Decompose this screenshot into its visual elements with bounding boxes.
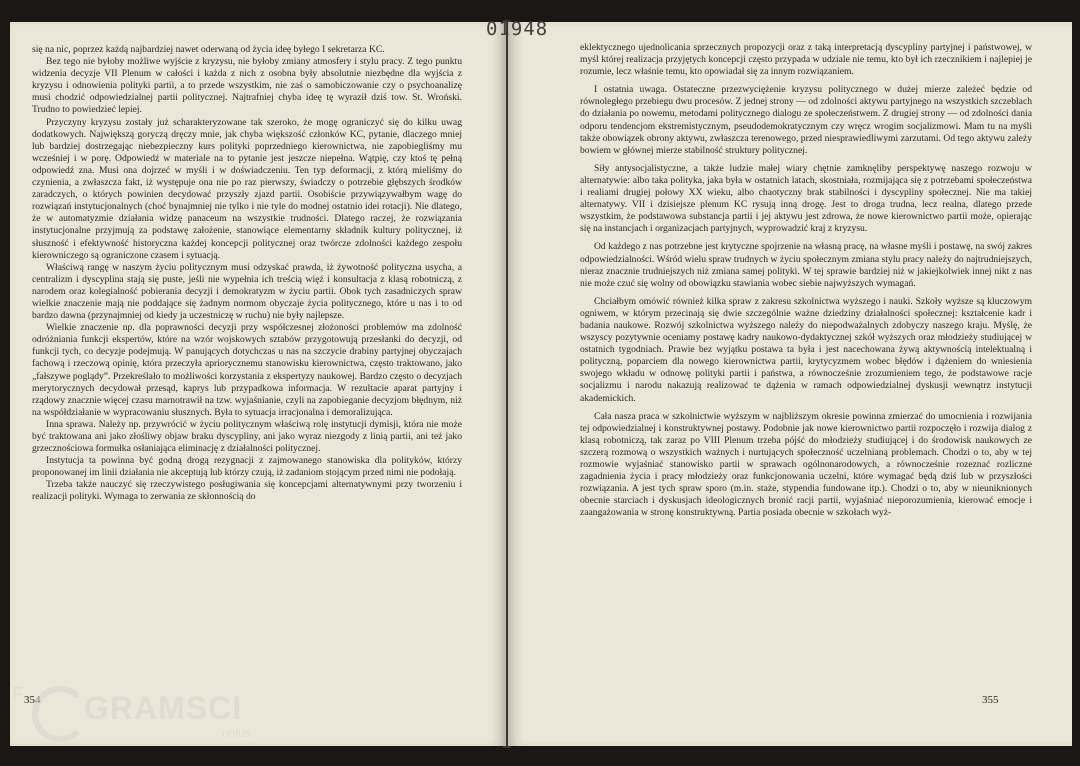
left-page [10, 22, 506, 746]
watermark-logo [12, 680, 272, 750]
left-page-text [32, 44, 462, 504]
paragraph: Trzeba także nauczyć się rzeczywistego posługiwania się koncepcjami alternatywnymi przy tworzeniu i realizacji polityki. Wymaga to zerwania ze skłonnością do [32, 479, 462, 503]
paragraph: eklektycznego ujednolicania sprzecznych propozycji oraz z taką interpretacją dyscypliny partyjnej i państwowej, w myśl której realizacja przyjętych koncepcji często przypada w udziale nie temu, kto był ich rzecznikiem i najlepiej je rozumie, lecz właśnie temu, kto opowiadał się za innym rozwiązaniem. [580, 42, 1032, 78]
page-number-right: 355 [982, 694, 999, 706]
paragraph: Od każdego z nas potrzebne jest krytyczne spojrzenie na własną pracę, na własne myśli i postawę, na swój zakres odpowiedzialności. Wśród wielu spraw trudnych w życiu społecznym zmiana stylu pracy należy do najtrudniejszych, nieraz znacznie trudniejszych niż zmiana samej polityki. W tej sprawie bardziej niż w jakiejkolwiek innej nikt z nas nie może czuć się wolny od obowiązku stawiania wobec siebie najwyższych wymagań. [580, 241, 1032, 289]
paragraph: Chciałbym omówić również kilka spraw z zakresu szkolnictwa wyższego i nauki. Szkoły wyższe są kluczowym ogniwem, w którym przecinają się dwie szczególnie ważne dziedziny działalności społecznej: kształcenie kadr i badania naukowe. Rozwój szkolnictwa wyższego należy do niepodważalnych zdobyczy naszego kraju. Myślę, że wszyscy pozytywnie oceniamy postawę kadry naukowo-dydaktycznej szkół wyższych oraz młodzieży studiującej w ostatnich tygodniach. Prawie bez wyjątku postawa ta była i jest nacechowana żywą aktywnością intelektualną i polityczną, poparciem dla nowego kierownictwa partii, krytycyzmem wobec błędów i dążeniem do wniesienia swojego wkładu w odnowę polityki partii i państwa, a równocześnie zrozumieniem tego, że podstawowe racje socjalizmu i narodu nakazują realizować te dążenia w ramach odpowiedzialnej dyskusji wewnątrz instytucji akademickich. [580, 295, 1032, 404]
watermark-fragment: F [12, 684, 23, 704]
watermark-brand: GRAMSCI [84, 690, 243, 726]
watermark-sub: onlus [222, 726, 251, 740]
paragraph: Wielkie znaczenie np. dla poprawności decyzji przy współczesnej złożoności problemów ma zdolność odróżniania funkcji ekspertów, które na wzór wojskowych sztabów przygotowują przesłanki do decyzji, od funkcji tych, co decyzje podejmują. W panujących dotychczas u nas na szczycie drabiny partyjnej obyczajach fachową i rzeczową opinię, która przeczyła apriorycznemu stanowisku kierownictwa, często traktowano, jako „fałszywe poglądy”. Przekreślało to możliwości korzystania z ekspertyzy naukowej. Bardzo często o decyzjach merytorycznych decydował przesąd, kaprys lub przypadkowa informacja. W rezultacie aparat partyjny i rządowy znacznie więcej czasu marnotrawił na tzw. wyjaśnianie, czyli na zapobieganie decyzjom błędnym, niż na współdziałanie w wypracowaniu słusznych. Była to sytuacja irracjonalna i demoralizująca. [32, 322, 462, 418]
paragraph: Inna sprawa. Należy np. przywrócić w życiu politycznym właściwą rolę instytucji dymisji, która nie może być traktowana ani jako złośliwy objaw braku dyscypliny, ani jako wyraz niezgody z linią partii, ani też jako grzecznościowa formułka osłaniająca eliminację z działalności politycznej. [32, 418, 462, 455]
archive-stamp-number: 01948 [486, 18, 549, 40]
right-page [508, 22, 1072, 746]
paragraph: Przyczyny kryzysu zostały już scharakteryzowane tak szeroko, że mogę ograniczyć się do kilku uwag dodatkowych. Największą goryczą dręczy mnie, jak chyba większość członków KC, pytanie, dlaczego mniej lub bardziej dostrzegając niebezpieczny kurs polityki poprzedniego kierownictwa, nie zapobiegliśmy mu wcześniej i w porę. Odpowiedź w materiale na to pytanie jest jeszcze niepełna. Wątpię, czy ktoś tę pełną odpowiedź zna. Musi ona dojrzeć w myśli i w doświadczeniu. Ten typ deformacji, z którą mieliśmy do czynienia, a zwłaszcza fakt, iż występuje ona nie po raz pierwszy, świadczy o potrzebie głębszych środków zaradczych, o których powinien decydować przyszły zjazd partii. Osobiście przywiązywałbym wagę do rozwiązań instytucjonalnych (choć bynajmniej nie tylko i nie tyle do modnej ostatnio idei rotacji). Nie dlatego, że w automatyzmie działania widzę panaceum na wszystkie trudności. Dlatego raczej, że rozwiązania instytucjonalne przyjmują za podstawę założenie, stanowiące elementarny składnik kultury politycznej, iż słuszność i efektywność historyczna każdej koncepcji politycznej oraz twórcze zdolności każdego zespołu kierowniczego są ograniczone czasem i sytuacją. [32, 116, 462, 261]
page-number-left: 354 [24, 694, 41, 706]
gramsci-g-icon [32, 686, 88, 742]
paragraph: Właściwą rangę w naszym życiu politycznym musi odzyskać prawda, iż żywotność polityczna usycha, a centralizm i dyscyplina stają się puste, jeśli nie wypełnia ich treścią więź i konsultacja z klasą robotniczą, z narodem oraz kolegialność pobierania decyzji i demokratyzm w życiu partii. Obok tych zasadniczych spraw wielkie znaczenie mają nie poddające się żadnym normom obyczaje życia politycznego, które u nas i to od bardzo dawna (przynajmniej od kiedy ja uczestniczę w ruchu) nie były najlepsze. [32, 261, 462, 322]
right-page-text [580, 42, 1032, 519]
paragraph: Bez tego nie byłoby możliwe wyjście z kryzysu, nie byłoby zmiany atmosfery i stylu pracy. Z tego punktu widzenia decyzje VII Plenum w całości i każda z nich z osobna były absolutnie niezbędne dla wyjścia z kryzysu i odnowienia polityki partii, a to przede wszystkim, nie zaś o samobiczowanie czy o psychoanalizę musi chodzić odpowiedzialnej partii politycznej. Najtrafniej chyba ideę tę wyraził dziś tow. St. Wroński. Trudno to powiedzieć lepiej. [32, 56, 462, 116]
paragraph: Instytucja ta powinna być godną drogą rezygnacji z zajmowanego stanowiska dla polityków, którzy proponowanej im linii działania nie akceptują lub którzy czują, iż zadaniom stojącym przed nimi nie podołają. [32, 455, 462, 479]
paragraph: I ostatnia uwaga. Ostateczne przezwyciężenie kryzysu politycznego w dużej mierze zależeć będzie od równoległego przebiegu dwu procesów. Z jednej strony — od zdolności aktywu partyjnego na wszystkich szczeblach do działania po nowemu, metodami politycznego dialogu ze społeczeństwem. Z drugiej strony — od zdolności dania odporu tendencjom ekstremistycznym, pseudodemokratycznym czy wręcz wrogim socjalizmowi. Mam tu na myśli także obowiązek obrony aktywu, zwłaszcza terenowego, przed niesprawiedliwymi zarzutami. Od tego aktywu zależy bowiem w głównej mierze stabilność struktury politycznej. [580, 84, 1032, 156]
paragraph: Siły antysocjalistyczne, a także ludzie małej wiary chętnie zamknęliby perspektywę naszego rozwoju w alternatywie: albo taka polityka, jaka była w ostatnich latach, skostniała, rozmijająca się z potrzebami społeczeństwa i realiami drugiej połowy XX wieku, albo chaotyczny brak stabilności i dyscypliny społecznej. Nie ma takiej alternatywy. VII i dzisiejsze plenum KC rysują inną drogę. Jest to droga trudna, lecz realna, dlatego przede wszystkim, że podstawowa substancja partii i jej aktywu jest zdrowa, że nowe kierownictwo partii może, opierając się na instancjach i organizacjach partyjnych, wyprowadzić kraj z kryzysu. [580, 162, 1032, 235]
paragraph: Cała nasza praca w szkolnictwie wyższym w najbliższym okresie powinna zmierzać do umocnienia i rozwijania tej odpowiedzialnej i konstruktywnej postawy. Podobnie jak nowe kierownictwo partii rozpoczęło i rozwija dialog z klasą robotniczą, tak zaraz po VIII Plenum trzeba pójść do młodzieży studiującej i do środowisk naukowych ze szczerą rozmową o wszystkich ważnych i nurtujących społeczność uczelnianą problemach. Chodzi o to, aby w tej rozmowie wyjaśniać stanowisko partii w sprawach ogólnonarodowych, a równocześnie rozeznać rozliczne zagadnienia życia i pracy młodzieży oraz funkcjonowania uczelni, które wymagać będą dziś lub w przyszłości rozwiązania. A jest tych spraw sporo (m.in. staże, stypendia fundowane itp.). Chodzi o to, aby w nieuniknionych obecnie starciach i dyskusjach ideologicznych bronić racji partii, wyjaśniać nieporozumienia, kierować emocje i zaangażowania w stronę konstruktywną. Partia posiada obecnie w szkołach wyż- [580, 410, 1032, 519]
paragraph: się na nic, poprzez każdą najbardziej nawet oderwaną od życia ideę byłego I sekretarza KC. [32, 44, 385, 55]
